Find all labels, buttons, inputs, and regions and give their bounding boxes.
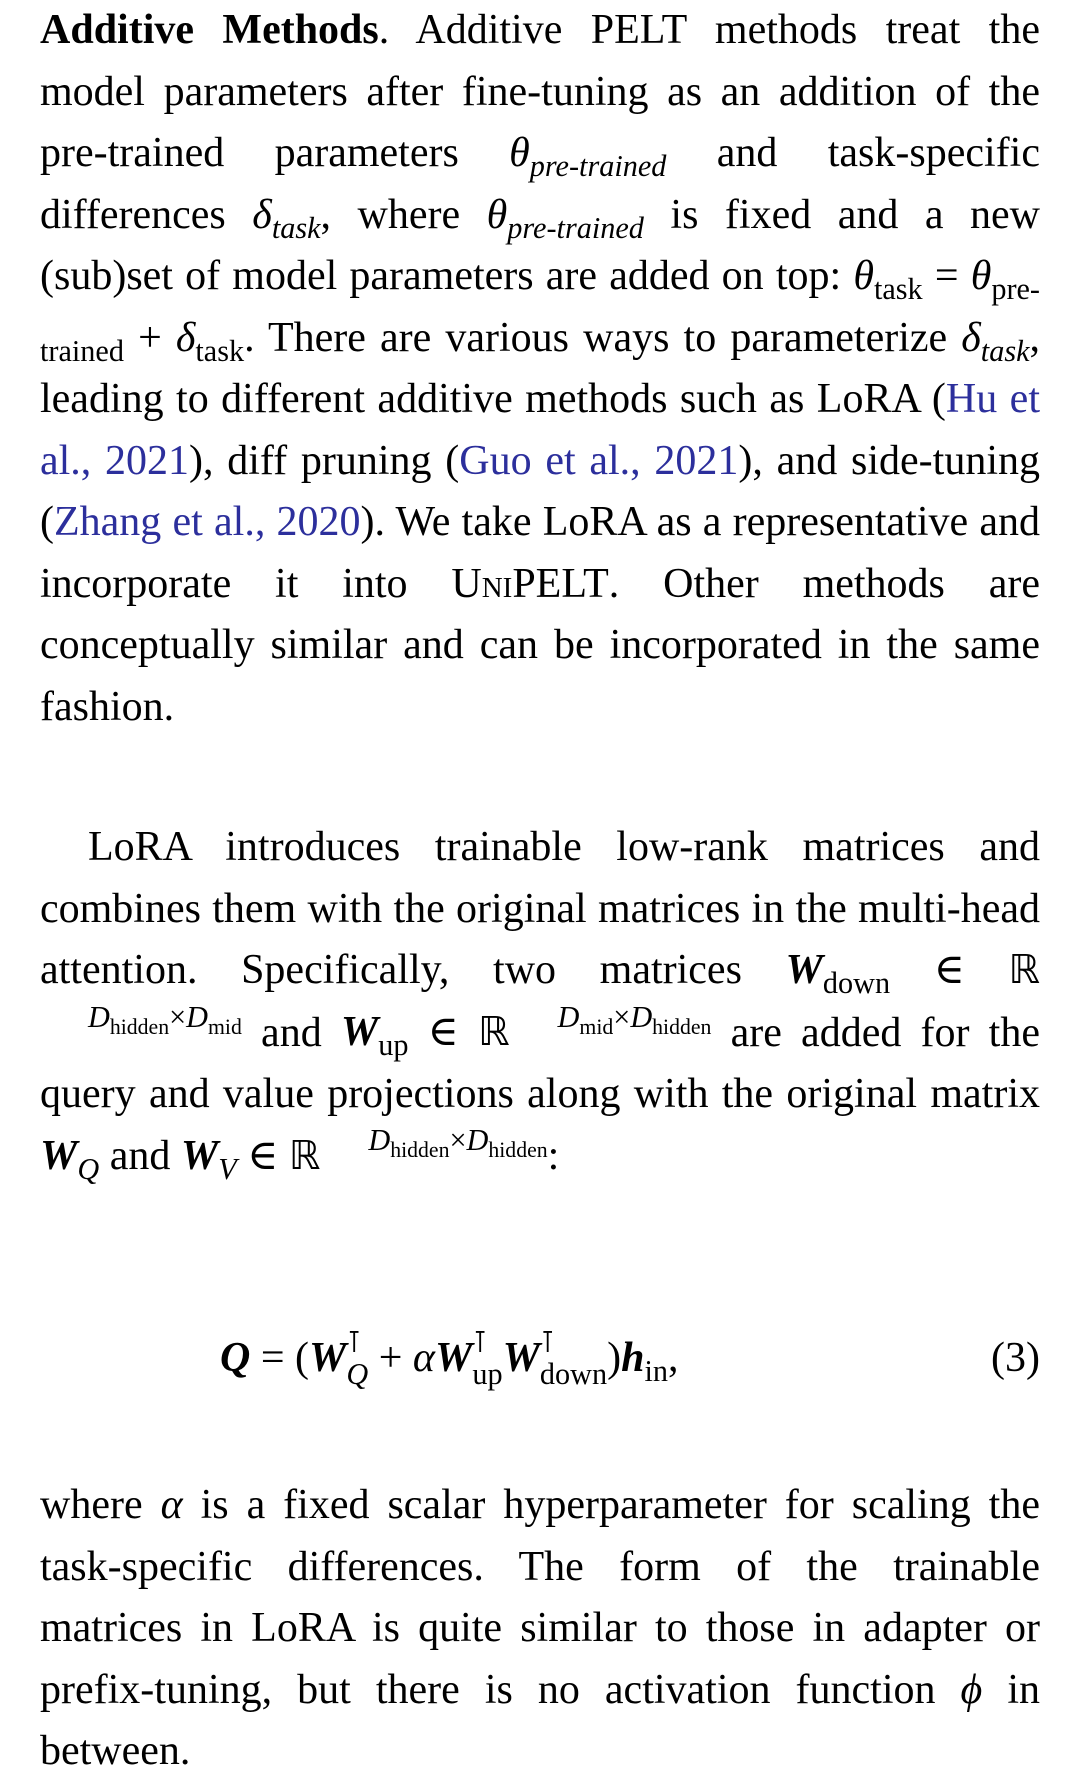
paragraph-alpha: where α is a fixed scalar hyperparameter for scaling the task-specific differences. The form of the trainable matrices in LoRA is quite similar to those in adapter or prefix-tuning, but there is no activation function ϕ in between. xyxy=(40,1482,1041,1774)
equation-body: Q = (W ⊺ Q + αW ⊺ up W ⊺ down )$h_{in}$, xyxy=(220,1325,679,1391)
math-w-up: $W_{up}$ ∈ ℝ $D_{mid}\times D_{hidden}$ xyxy=(340,999,712,1063)
paragraph-heading: Additive Methods xyxy=(40,7,379,53)
math-additive-equation: $\theta_{task} = \theta_{pre-trained} + \delta_{task}$ xyxy=(40,253,1041,368)
math-w-v: $W_V$ ∈ ℝ $D_{hidden}\times D_{hidden}$ : xyxy=(180,1123,560,1187)
method-name-unipelt: UniPELT xyxy=(451,560,609,607)
math-w-down: $W_{down}$ ∈ ℝ $D_{hidden}\times D_{mid}$ xyxy=(88,947,1040,1039)
citation-link-zhang-2020[interactable]: Zhang et al., 2020 xyxy=(54,499,361,545)
equation-number: (3) xyxy=(991,1335,1040,1381)
equation-3 xyxy=(40,1318,1040,1398)
math-delta-task: $\delta_{task}$ xyxy=(252,191,321,245)
math-alpha: α xyxy=(160,1482,183,1528)
paragraph-additive-methods: Additive Methods. Additive PELT methods treat the model parameters after fine-tuning as an addition of the pre-trained parameters $\theta_{pre-trained}$ and task-specific differences $\delta_{task}$, where $\theta_{pre-trained}$ is fixed and a new (sub)set of model parameters are added on top: $\theta_{task} = \theta_{pre-trained} + \delta_{task}$. There are various ways to parameterize $\delta_{task}$, leading to different additive methods such as LoRA (Hu et al., 2021), diff pruning (Guo et al., 2021), and side-tuning (Zhang et al., 2020). We take LoRA as a representative and incorporate it into UniPELT. Other methods are conceptually similar and can be incorporated in the same fashion. xyxy=(40,7,1041,730)
citation-link-guo-2021[interactable]: Guo et al., 2021 xyxy=(459,437,739,484)
citation-link-hu-2021[interactable]: Hu et al., 2021 xyxy=(40,376,1040,484)
math-theta-pretrained: $\theta_{pre-trained}$ xyxy=(509,130,667,183)
math-delta-task: $\delta_{task}$ xyxy=(961,314,1030,368)
math-theta-pretrained: $\theta_{pre-trained}$ xyxy=(486,191,644,245)
math-w-q: $W_Q$ xyxy=(40,1133,100,1187)
math-phi: ϕ xyxy=(960,1666,983,1713)
paragraph-lora: LoRA introduces trainable low-rank matrices and combines them with the original matrices in the multi-head attention. Specifically, two matrices $W_{down}$ ∈ ℝ $D_{hidden}\times D_{mid}$ and $W_{up}$ ∈ ℝ $D_{mid}\times D_{hidden}$ are added for the query and value projections along with the original matrix $W_Q$ and $W_V$ ∈ ℝ $D_{hidden}\times D_{hidden}$ : xyxy=(40,824,1040,1187)
